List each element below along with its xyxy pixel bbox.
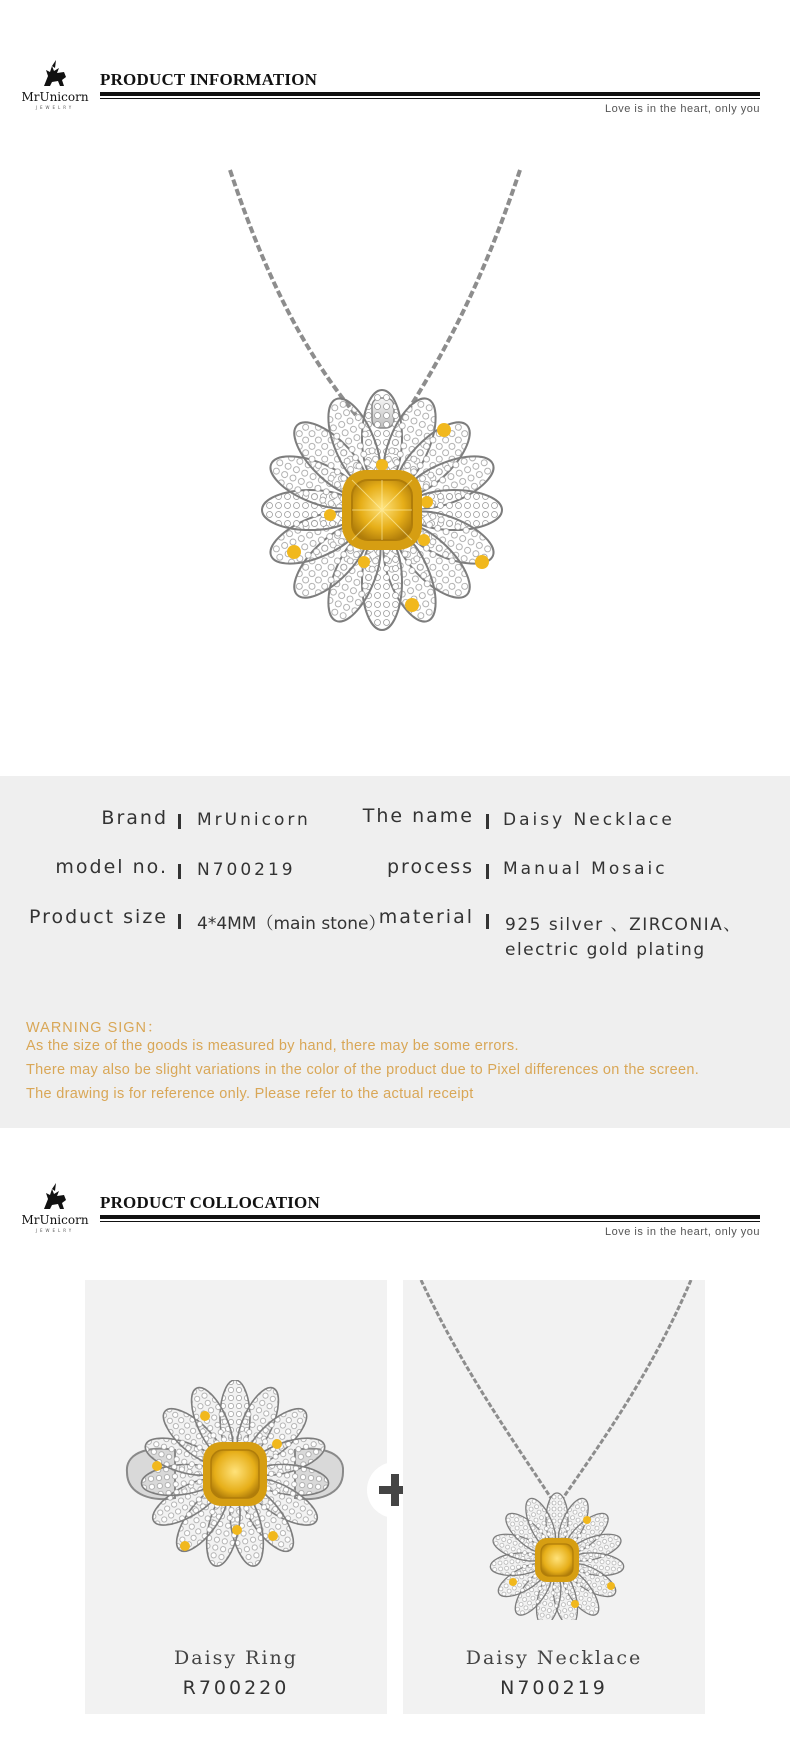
spec-separator (486, 864, 489, 879)
spec-separator (486, 814, 489, 829)
spec-value-size: 4*4MM（main stone） (197, 914, 386, 934)
logo-text: MrUnicorn (21, 1213, 89, 1227)
divider-thick (100, 92, 760, 96)
spec-separator (178, 814, 181, 829)
spec-label-process: process (386, 856, 474, 878)
spec-separator (178, 914, 181, 929)
spec-label-name: The name (362, 805, 474, 827)
spec-value-material-line2: electric gold plating (505, 940, 706, 960)
collocation-card-ring[interactable] (85, 1280, 387, 1714)
logo-subtext: JEWELRY (35, 1228, 75, 1233)
collocation-item-code: R700220 (182, 1677, 290, 1699)
product-image-ring (115, 1380, 355, 1580)
spec-value-brand: MrUnicorn (197, 810, 311, 830)
spec-value-name: Daisy Necklace (503, 810, 675, 830)
warning-line-2: There may also be slight variations in the color of the product due to Pixel differences on the screen. (26, 1062, 700, 1078)
section-title: PRODUCT INFORMATION (100, 70, 318, 89)
logo-subtext: JEWELRY (35, 105, 75, 110)
spec-value-process: Manual Mosaic (503, 859, 668, 879)
collocation-item-code: N700219 (500, 1677, 608, 1699)
brand-logo[interactable] (18, 60, 92, 116)
section-header-collocation (0, 1183, 790, 1253)
product-image-necklace-small (403, 1280, 705, 1620)
section-header-info (0, 60, 790, 130)
warning-line-1: As the size of the goods is measured by hand, there may be some errors. (26, 1038, 519, 1054)
divider-thin (100, 98, 760, 99)
spec-label-model: model no. (55, 856, 168, 878)
section-title: PRODUCT COLLOCATION (100, 1193, 320, 1212)
brand-logo[interactable] (18, 1183, 92, 1239)
product-image-necklace (180, 150, 610, 710)
spec-label-material: material (378, 906, 474, 928)
spec-label-brand: Brand (101, 807, 168, 829)
spec-value-model: N700219 (197, 860, 296, 880)
unicorn-logo-icon (40, 60, 70, 90)
collocation-card-necklace[interactable] (403, 1280, 705, 1714)
product-specs-panel (0, 776, 790, 1128)
tagline: Love is in the heart, only you (604, 1226, 760, 1238)
logo-text: MrUnicorn (21, 90, 89, 104)
warning-line-3: The drawing is for reference only. Please refer to the actual receipt (26, 1086, 474, 1102)
spec-label-size: Product size (28, 906, 168, 928)
tagline: Love is in the heart, only you (604, 103, 760, 115)
collocation-item-name: Daisy Ring (174, 1647, 298, 1669)
spec-value-material-line1: 925 silver 、ZIRCONIA、 (505, 915, 742, 935)
collocation-item-name: Daisy Necklace (465, 1647, 643, 1669)
divider-thick (100, 1215, 760, 1219)
spec-separator (178, 864, 181, 879)
spec-separator (486, 914, 489, 929)
divider-thin (100, 1221, 760, 1222)
unicorn-logo-icon (40, 1183, 70, 1213)
warning-heading: WARNING SIGN： (26, 1020, 163, 1036)
